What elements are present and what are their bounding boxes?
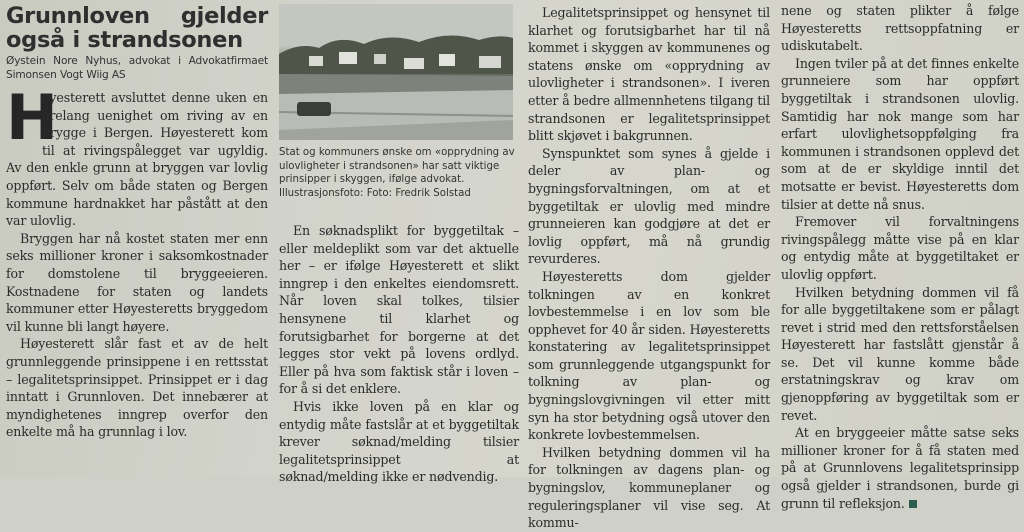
- column-1: [6, 4, 268, 441]
- paragraph: Høyesterett slår fast et av de helt grunnleggende prinsippene i en rettsstat – legalitetsprinsippet. Prinsippet er i dag inntatt i Grunnloven. Det innebærer at myndighetenes inngrep overfor den enkelte må ha grunnlag i lov.: [6, 336, 268, 440]
- byline: Øystein Nore Nyhus, advokat i Advokatfirmaet Simonsen Vogt Wiig AS: [6, 55, 268, 81]
- paragraph: nene og staten plikter å følge Høyesteretts rettsoppfatning er udiskutabelt.: [781, 3, 1019, 54]
- paragraph: H øyesterett avsluttet denne uken en årelang uenighet om riving av en brygge i Bergen. Høyesterett kom til at rivingspålegget var ugyldig. Av den enkle grunn at bryggen var lovlig oppført. Selv om både staten og Bergen kommune hardnakket har påstått at den var ulovlig.: [6, 81, 268, 229]
- paragraph: Hvis ikke loven på en klar og entydig måte fastslår at et byggetiltak krever søknad/melding tilsier legalitetsprinsippet at søknad/melding ikke er nødvendig.: [279, 398, 519, 485]
- paragraph: Ingen tviler på at det finnes enkelte grunneiere som har oppført byggetiltak i strandsonen ulovlig. Samtidig har nok mange som har erfart ulovlighetsoppfølging fra kommunen i strandsonen opplevd det som at de er skyldige inntil det motsatte er bevist. Høyesteretts dom tilsier at dette nå snus.: [781, 55, 1019, 212]
- paragraph: Hvilken betydning dommen vil få for alle byggetiltakene som er pålagt revet i strid med den rettsforståelsen Høyesterett har fastslått gjenstår å se. Det vil kunne komme både erstatningskrav og krav om gjenoppføring av byggetiltak som er revet.: [781, 284, 1019, 423]
- paragraph: Bryggen har nå kostet staten mer enn seks millioner kroner i saksomkostnader for domstolene til bryggeeieren. Kostnadene for staten og landets kommuner etter Høyesteretts bryggedom vil kunne bli langt høyere.: [6, 230, 268, 334]
- paragraph: At en bryggeeier måtte satse seks millioner kroner for å få staten med på at Grunnlovens legalitetsprinsipp også gjelder i strandsonen, burde gi grunn til refleksjon.: [781, 425, 1019, 511]
- illustration-photo: [279, 4, 513, 140]
- paragraph: Fremover vil forvaltningens rivingspålegg måtte vise på en klar og entydig måte at byggetiltaket er ulovlig oppført.: [781, 214, 1019, 282]
- headline: Grunnloven gjelder også i strandsonen: [6, 3, 268, 53]
- paragraph: Synspunktet som synes å gjelde i deler av plan- og bygningsforvaltningen, om at et byggetiltak er ulovlig med mindre grunneieren kan godgjøre at det er lovlig oppført, må nå grundig revurderes.: [528, 145, 770, 267]
- column-4: [781, 2, 1019, 512]
- photo-drawing: [279, 4, 513, 140]
- end-of-article-square-icon: [909, 500, 917, 508]
- column-3: [528, 4, 770, 532]
- drop-cap: H: [6, 81, 58, 154]
- column-2: [279, 222, 519, 486]
- paragraph: Høyesteretts dom gjelder tolkningen av en konkret lovbestemmelse i en lov som ble opphevet for 40 år siden. Høyesteretts konstatering av legalitetsprinsippet som grunnleggende utgangspunkt for tolkning av plan- og bygningslovgivningen vil etter mitt syn ha stor betydning også utover den konkrete lovbestemmelsen.: [528, 268, 770, 443]
- photo-caption: Stat og kommuners ønske om «opprydning av ulovligheter i strandsonen» har satt viktige prinsipper i skyggen, ifølge advokat. Illustrasjonsfoto: Foto: Fredrik Solstad: [279, 147, 515, 199]
- paragraph: Hvilken betydning dommen vil ha for tolkningen av dagens plan- og bygningslov, kommuneplaner og reguleringsplaner vil vise seg. At kommu-: [528, 444, 770, 531]
- paragraph: En søknadsplikt for byggetiltak – eller meldeplikt som var det aktuelle her – er ifølge Høyesterett et slikt inngrep i den enkeltes eiendomsrett. Når loven skal tolkes, tilsier hensynene til klarhet og forutsigbarhet for borgerne at det legges stor vekt på lovens ordlyd. Eller på hva som faktisk står i loven – for å si det enklere.: [279, 223, 519, 397]
- paragraph: Legalitetsprinsippet og hensynet til klarhet og forutsigbarhet har til nå kommet i skyggen av kommunenes og statens ønske om «opprydning av ulovligheter i strandsonen». I iveren etter å bedre allmennhetens tilgang til strandsonen er legalitetsprinsippet blitt skjøvet i bakgrunnen.: [528, 5, 770, 144]
